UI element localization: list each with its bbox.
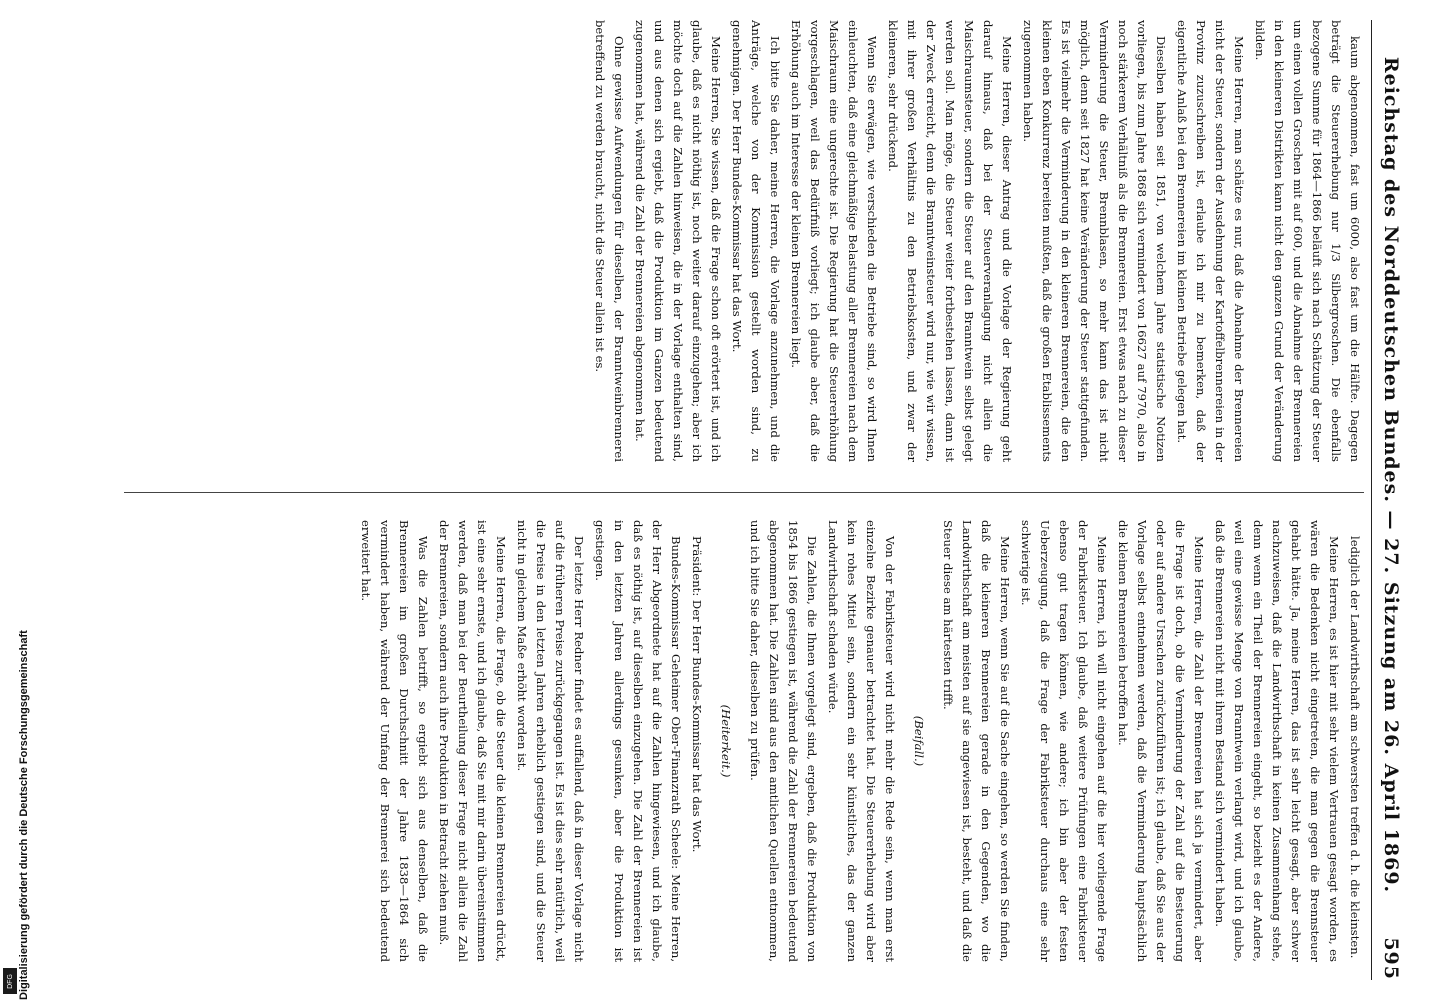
laughter-note: (Heiterkeit.) <box>719 704 733 778</box>
text-column-right <box>124 520 1364 962</box>
paragraph: Ohne gewisse Aufwendungen für dieselben, der Branntweinbrennerei betreffend zu werden braucht, nicht die Steuer allein ist es. <box>593 20 626 462</box>
paragraph: Meine Herren, dieser Antrag und die Vorlage der Regierung geht darauf hinaus, daß bei der Steuerveranlagung nicht allein die Maischraumsteuer, sondern die Steuer auf den Branntwein selbst gelegt werden soll. Man möge, die Steuer weiter fortbestehen lassen, dann ist der Zweck erreicht, denn die Branntweinsteuer wird nur, wie wir wissen, mit ihrer großen Verhältnis zu den Betriebskosten, und zwar der kleineren, sehr drückend. <box>886 20 1014 462</box>
paragraph: Meine Herren, Sie wissen, daß die Frage schon oft erörtert ist, und ich glaube, daß es nicht nöthig ist, noch weiter darauf einzugehen; aber ich möchte doch auf die Zahlen hinweisen, die in der Vorlage enthalten sind, und aus denen sich ergiebt, daß die Produktion im Ganzen bedeutend zugenommen hat, während die Zahl der Brennereien abgenommen hat. <box>633 20 723 462</box>
paragraph: Ich bitte Sie daher, meine Herren, die Vorlage anzunehmen, und die Anträge, welche von der Kommission gestellt worden sind, zu genehmigen. Der Herr Bundes-Kommissar hat das Wort. <box>730 20 782 462</box>
digitization-footer <box>2 600 30 1000</box>
speaker-paragraph: Präsident: Der Herr Bundes-Kommissar hat das Wort. <box>690 536 704 853</box>
text-column-left <box>124 20 1364 462</box>
page-title: Reichstag des Norddeutschen Bundes. — 27. Sitzung am 26. April 1869. <box>1380 56 1402 894</box>
paragraph: Dieselben haben seit 1851, von welchem Jahre statistische Notizen vorliegen, bis zum Jahre 1868 sich vermindert von 16627 auf 7970, also in noch stärkerem Verhältniß als die Brennereien. Erst etwas nach zu dieser Verminderung die Steuer, Brennblasen, so mehr kann das ist nicht möglich, denn seit 1827 hat keine Veränderung der Steuer stattgefunden. Es ist vielmehr die Verminderung in den kleineren Brennereien, die den kleinen eben Konkurrenz bereiten mußten, daß die großen Etablissements zugenommen haben. <box>1021 20 1168 462</box>
paragraph: Wenn Sie erwägen, wie verschieden die Betriebe sind, so wird Ihnen einleuchten, daß eine gleichmäßige Belastung aller Brennereien nach dem Maischraum eine ungerechte ist. Die Regierung hat die Steuererhöhung vorgeschlagen, weil das Bedürfniß vorliegt; ich glaube aber, daß die Erhöhung auch im Interesse der kleinen Brennereien liegt. <box>789 20 879 462</box>
paragraph: Von der Fabriksteuer wird nicht mehr die Rede sein, wenn man erst einzelne Bezirke genauer betrachtet hat. Die Steuererhebung wird aber kein rohes Mittel sein, sondern ein sehr künstliches, das der ganzen Landwirthschaft schaden würde. <box>826 520 897 962</box>
page-header <box>1371 20 1410 980</box>
digitization-note: Digitalisierung gefördert durch die Deutsche Forschungsgemeinschaft <box>18 630 30 1000</box>
paragraph: Meine Herren, ich will nicht eingehen auf die hier vorliegende Frage der Fabriksteuer. Ich glaube, daß weitere Prüfungen eine Fabriksteuer ebenso gut tragen können, wie andere; ich bin aber der festen Ueberzeugung, daß die Frage der Fabriksteuer durchaus eine sehr schwierige ist. <box>1019 520 1109 962</box>
paragraph: lediglich der Landwirthschaft am schwersten treffen d. h. die kleinsten. <box>1348 536 1362 959</box>
paragraph: Meine Herren, die Frage, ob die Steuer die kleinen Brennereien drückt, ist eine sehr ernste, und ich glaube, daß Sie mit mir darin übereinstimmen werden, daß man bei der Beurtheilung dieser Frage nicht allein die Zahl der Brennereien, sondern auch ihre Produktion in Betracht ziehen muß. <box>437 520 508 962</box>
paragraph: Meine Herren, wenn Sie auf die Sache eingehen, so werden Sie finden, daß die kleineren Brennereien gerade in den Gegenden, wo die Landwirthschaft am meisten auf sie angewiesen ist, besteht, und daß die Steuer diese am härtesten trifft. <box>941 520 1012 962</box>
paragraph: kaum abgenommen, fast um 6000, also fast um die Hälfte. Dagegen beträgt die Steuererhebung nur 1/3 Silbergroschen. Die ebenfalls bezogene Summe für 1864—1866 beläuft sich nach Schätzung der Steuer um einen vollen Groschen mit auf 600, und die Abnahme der Brennereien in den kleineren Distrikten kann nicht den ganzen Grund der Veränderung bilden. <box>1253 20 1362 462</box>
paragraph: Meine Herren, man schätze es nur, daß die Abnahme der Brennereien nicht der Steuer, sondern der Ausdehnung der Kartoffelbrennereien in der Provinz zuzuschreiben ist, erlaube ich mir zu bemerken, daß der eigentliche Anlaß bei den Brennereien im kleinen Betriebe gelegen hat. <box>1175 20 1246 462</box>
applause-note: (Beifall.) <box>912 715 926 767</box>
paragraph: Der letzte Herr Redner findet es auffallend, daß in dieser Vorlage nicht auf die früheren Preise zurückgegangen ist. Es ist dies sehr natürlich, weil die Preise in den letzten Jahren erheblich gestiegen sind, und die Steuer nicht in gleichem Maße erhöht worden ist. <box>515 520 586 962</box>
paragraph: Meine Herren, es ist hier mit sehr vielem Vertrauen gesagt worden, es wären die Bedenken nicht eingetreten, die man gegen die Brennsteuer gehabt hätte. Ja, meine Herren, das ist sehr leicht gesagt, aber schwer nachzuweisen, daß die Landwirthschaft in keinen Zusammenhang stehe, denn wenn ein Theil der Brennereien eingeht, so bezieht es der Andere, weil eine gewisse Menge von Branntwein verlangt wird, und ich glaube, daß die Brennereien nicht mit ihrem Bestand sich vermindert haben. <box>1213 520 1341 962</box>
dfg-logo <box>3 968 17 994</box>
paragraph: Bundes-Kommissar Geheimer Ober-Finanzrath Scheele: Meine Herren, der Herr Abgeordnete hat auf die Zahlen hingewiesen, und ich glaube, daß es nöthig ist, auf dieselben einzugehen. Die Zahl der Brennereien ist in den letzten Jahren allerdings gesunken, aber die Produktion ist gestiegen. <box>593 520 683 962</box>
page-number: 595 <box>1380 937 1402 980</box>
paragraph: Was die Zahlen betrifft, so ergiebt sich aus denselben, daß die Brennereien im großen Durchschnitt der Jahre 1838—1864 sich vermindert haben, während der Umfang der Brennerei sich bedeutend erweitert hat. <box>359 520 430 962</box>
column-divider <box>124 492 1364 493</box>
rotated-document-page <box>100 20 1410 980</box>
paragraph: Meine Herren, die Zahl der Brennereien hat sich ja vermindert, aber die Frage ist doch, ob die Verminderung der Zahl auf die Besteuerung oder auf andere Ursachen zurückzuführen ist; ich glaube, daß Sie aus der Vorlage selbst entnehmen werden, daß die Verminderung hauptsächlich die kleinen Brennereien betroffen hat. <box>1116 520 1206 962</box>
paragraph: Die Zahlen, die Ihnen vorgelegt sind, ergeben, daß die Produktion von 1854 bis 1866 gestiegen ist, während die Zahl der Brennereien bedeutend abgenommen hat. Die Zahlen sind aus den amtlichen Quellen entnommen, und ich bitte Sie daher, dieselben zu prüfen. <box>748 520 819 962</box>
dfg-logo-text: DFG <box>6 973 14 989</box>
